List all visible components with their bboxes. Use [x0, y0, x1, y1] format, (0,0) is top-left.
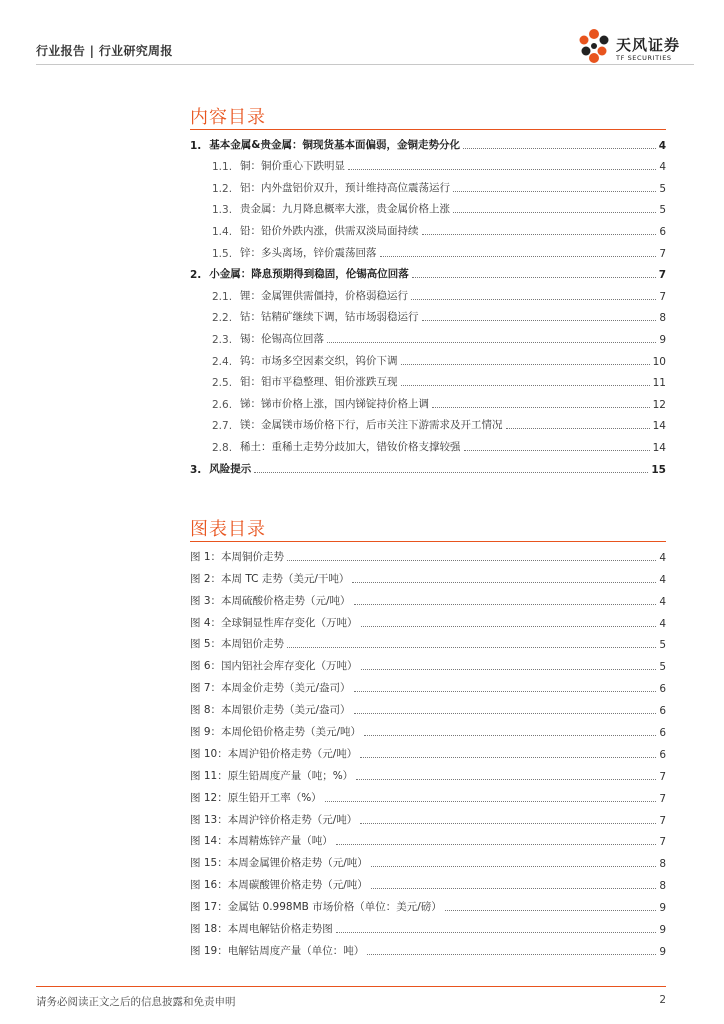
toc-entry-number: 2. [190, 269, 202, 282]
dot-leader [287, 647, 656, 648]
toc-entry-section[interactable] [190, 368, 666, 390]
toc-entry-number: 2.7. [212, 420, 233, 433]
figure-entry-text: 图 7：本周金价走势（美元/盎司） [190, 682, 351, 695]
figure-entry-text: 图 17：金属钴 0.998MB 市场价格（单位：美元/磅） [190, 901, 442, 914]
toc-entry-page: 12 [652, 398, 666, 411]
dot-leader [453, 212, 656, 213]
dot-leader [453, 191, 656, 192]
figure-entry-page: 4 [659, 617, 666, 630]
dot-leader [364, 735, 656, 736]
toc-entry-page: 5 [659, 182, 666, 195]
footer-divider [36, 986, 666, 987]
figure-entry-text: 图 13：本周沪锌价格走势（元/吨） [190, 813, 358, 826]
figure-entry-text: 图 8：本周银价走势（美元/盎司） [190, 704, 351, 717]
footer-disclaimer: 请务必阅读正文之后的信息披露和免责申明 [36, 996, 236, 1008]
toc-entry-page: 6 [659, 225, 666, 238]
dot-leader [464, 450, 650, 451]
figure-entry[interactable] [190, 630, 666, 652]
figure-entry-text: 图 6：国内铝社会库存变化（万吨） [190, 660, 358, 673]
toc-entry-page: 7 [659, 247, 666, 260]
toc-entry-text: 铜：铜价重心下跌明显 [240, 160, 346, 173]
toc-entry-page: 4 [659, 161, 666, 174]
figure-entry-text: 图 4：全球铜显性库存变化（万吨） [190, 616, 358, 629]
figure-entry-page: 6 [659, 748, 666, 761]
toc-entry-number: 2.8. [212, 441, 233, 454]
toc-entry-number: 1.5. [212, 247, 233, 260]
figures-title: 图表目录 [190, 519, 266, 540]
figure-entry-page: 9 [659, 945, 666, 958]
toc-entry-page: 7 [659, 290, 666, 303]
figure-entry-text: 图 14：本周精炼锌产量（吨） [190, 835, 333, 848]
dot-leader [254, 472, 648, 473]
toc-entry-section[interactable] [190, 324, 666, 346]
figure-entry[interactable] [190, 870, 666, 892]
toc-entry-page: 14 [652, 420, 666, 433]
toc-entry-number: 2.1. [212, 290, 233, 303]
dot-leader [336, 932, 657, 933]
toc-entry-number: 1.3. [212, 204, 233, 217]
figure-entry[interactable] [190, 717, 666, 739]
toc-entry-number: 2.4. [212, 355, 233, 368]
figure-entry[interactable] [190, 542, 666, 564]
figure-entry[interactable] [190, 783, 666, 805]
toc-entry-number: 1.4. [212, 225, 233, 238]
figure-entry[interactable] [190, 651, 666, 673]
toc-entry-text: 锡：伦锡高位回落 [240, 332, 325, 345]
figure-entry-page: 6 [659, 683, 666, 696]
dot-leader [412, 277, 656, 278]
toc-entry-text: 铅：铅价外跌内涨，供需双淡局面持续 [240, 224, 419, 237]
toc-entry-page: 7 [658, 269, 666, 282]
toc-entry-number: 2.5. [212, 377, 233, 390]
dot-leader [422, 234, 657, 235]
toc-entry-number: 1. [190, 139, 202, 152]
figure-entry-page: 7 [659, 814, 666, 827]
toc-entry-section[interactable] [190, 281, 666, 303]
toc-entry-text: 锑：锑市价格上涨，国内锑锭持价格上调 [240, 397, 430, 410]
dot-leader [354, 691, 657, 692]
dot-leader [336, 844, 657, 845]
dot-leader [401, 385, 650, 386]
figure-entry[interactable] [190, 827, 666, 849]
dot-leader [360, 823, 656, 824]
toc-entry-text: 钼：钼市平稳整理、钼价涨跌互现 [240, 376, 398, 389]
figure-entry[interactable] [190, 695, 666, 717]
figure-entry-text: 图 12：原生铅开工率（%） [190, 791, 322, 804]
figure-entry-page: 4 [659, 551, 666, 564]
figure-entry-page: 5 [659, 639, 666, 652]
figure-entry-text: 图 16：本周碳酸锂价格走势（元/吨） [190, 879, 368, 892]
toc-entry-text: 风险提示 [209, 462, 252, 475]
toc-entry-text: 铝：内外盘铝价双升，预计维持高位震荡运行 [240, 181, 451, 194]
logo-chinese-name: 天风证券 [616, 36, 681, 54]
figure-entry-text: 图 19：电解钴周度产量（单位：吨） [190, 944, 365, 957]
figure-entry-text: 图 10：本周沪铅价格走势（元/吨） [190, 747, 358, 760]
figure-entry-text: 图 18：本周电解钴价格走势图 [190, 923, 333, 936]
dot-leader [361, 626, 657, 627]
toc-entry-page: 11 [652, 377, 666, 390]
dot-leader [401, 364, 650, 365]
figure-entry[interactable] [190, 608, 666, 630]
figure-entry[interactable] [190, 673, 666, 695]
figure-entry-page: 7 [659, 770, 666, 783]
toc-entry-section[interactable] [190, 216, 666, 238]
toc-entry-chapter[interactable] [190, 260, 666, 282]
figure-entry[interactable] [190, 805, 666, 827]
dot-leader [506, 428, 650, 429]
toc-entry-page: 5 [659, 204, 666, 217]
figure-entry[interactable] [190, 892, 666, 914]
company-logo [574, 26, 686, 66]
toc-entry-text: 小金属：降息预期得到稳固，伦锡高位回落 [209, 268, 409, 281]
toc-entry-section[interactable] [190, 432, 666, 454]
toc-entry-page: 10 [652, 355, 666, 368]
toc-entry-section[interactable] [190, 303, 666, 325]
toc-entry-section[interactable] [190, 411, 666, 433]
figure-entry-page: 9 [659, 902, 666, 915]
toc-entry-chapter[interactable] [190, 454, 666, 476]
figure-entry-page: 7 [659, 836, 666, 849]
dot-leader [354, 604, 657, 605]
toc-entry-page: 8 [659, 312, 666, 325]
dot-leader [463, 148, 656, 149]
dot-leader [371, 888, 657, 889]
figure-list [190, 542, 666, 958]
toc-entry-text: 贵金属：九月降息概率大涨，贵金属价格上涨 [240, 203, 451, 216]
figure-entry-text: 图 9：本周伦铅价格走势（美元/吨） [190, 726, 362, 739]
toc-entry-number: 2.6. [212, 398, 233, 411]
figure-entry-text: 图 1：本周铜价走势 [190, 550, 285, 563]
toc-entry-section[interactable] [190, 173, 666, 195]
figure-entry-page: 4 [659, 573, 666, 586]
toc-entry-text: 稀土：重稀土走势分歧加大，错钕价格支撑较强 [240, 440, 461, 453]
page-number: 2 [659, 994, 666, 1006]
toc-entry-text: 镁：金属镁市场价格下行，后市关注下游需求及开工情况 [240, 419, 503, 432]
figure-entry[interactable] [190, 936, 666, 958]
figure-entry-page: 7 [659, 792, 666, 805]
page-header [30, 0, 694, 68]
toc-entry-text: 钴：钴精矿继续下调，钴市场弱稳运行 [240, 311, 419, 324]
dot-leader [352, 582, 656, 583]
figure-entry-text: 图 2：本周 TC 走势（美元/干吨） [190, 572, 350, 585]
figure-entry[interactable] [190, 586, 666, 608]
figure-entry[interactable] [190, 739, 666, 761]
dot-leader [356, 779, 656, 780]
toc-entry-page: 4 [658, 139, 666, 152]
toc-entry-section[interactable] [190, 152, 666, 174]
dot-leader [354, 713, 657, 714]
figure-entry-page: 6 [659, 727, 666, 740]
figure-entry[interactable] [190, 914, 666, 936]
toc-entry-number: 3. [190, 463, 202, 476]
dot-leader [360, 757, 656, 758]
toc-title: 内容目录 [190, 107, 266, 128]
figure-entry-page: 4 [659, 595, 666, 608]
logo-mark-icon [574, 26, 614, 66]
figure-entry-text: 图 5：本周铝价走势 [190, 638, 285, 651]
dot-leader [325, 801, 657, 802]
figure-entry-page: 5 [659, 661, 666, 674]
figure-entry[interactable] [190, 848, 666, 870]
toc-entry-chapter[interactable] [190, 130, 666, 152]
figure-entry-page: 8 [659, 880, 666, 893]
toc-entry-page: 14 [652, 441, 666, 454]
toc-entry-text: 钨：市场多空因素交织，钨价下调 [240, 354, 398, 367]
table-of-contents [190, 130, 666, 476]
report-category: 行业报告 | 行业研究周报 [36, 44, 173, 58]
toc-entry-section[interactable] [190, 389, 666, 411]
dot-leader [380, 256, 657, 257]
dot-leader [367, 954, 656, 955]
dot-leader [371, 866, 657, 867]
toc-entry-number: 1.1. [212, 161, 233, 174]
toc-entry-section[interactable] [190, 346, 666, 368]
figure-entry-page: 6 [659, 705, 666, 718]
toc-entry-page: 9 [659, 333, 666, 346]
toc-entry-page: 15 [651, 463, 666, 476]
toc-entry-number: 2.3. [212, 333, 233, 346]
toc-entry-text: 基本金属&贵金属：铜现货基本面偏弱，金铜走势分化 [209, 138, 460, 151]
toc-entry-text: 锌：多头离场，锌价震荡回落 [240, 246, 377, 259]
toc-entry-number: 2.2. [212, 312, 233, 325]
logo-english-name: TF SECURITIES [616, 54, 672, 62]
dot-leader [287, 560, 656, 561]
toc-entry-section[interactable] [190, 238, 666, 260]
figure-entry[interactable] [190, 761, 666, 783]
dot-leader [361, 669, 657, 670]
dot-leader [348, 169, 656, 170]
dot-leader [432, 407, 650, 408]
dot-leader [445, 910, 657, 911]
figure-entry-page: 9 [659, 924, 666, 937]
dot-leader [411, 299, 656, 300]
dot-leader [422, 320, 657, 321]
dot-leader [327, 342, 656, 343]
toc-entry-number: 1.2. [212, 182, 233, 195]
toc-entry-section[interactable] [190, 195, 666, 217]
figure-entry-text: 图 3：本周硫酸价格走势（元/吨） [190, 594, 351, 607]
figure-entry-text: 图 11：原生铅周度产量（吨；%） [190, 769, 354, 782]
figure-entry-text: 图 15：本周金属锂价格走势（元/吨） [190, 857, 368, 870]
toc-entry-text: 锂：金属锂供需僵持，价格弱稳运行 [240, 289, 409, 302]
figure-entry[interactable] [190, 564, 666, 586]
figure-entry-page: 8 [659, 858, 666, 871]
